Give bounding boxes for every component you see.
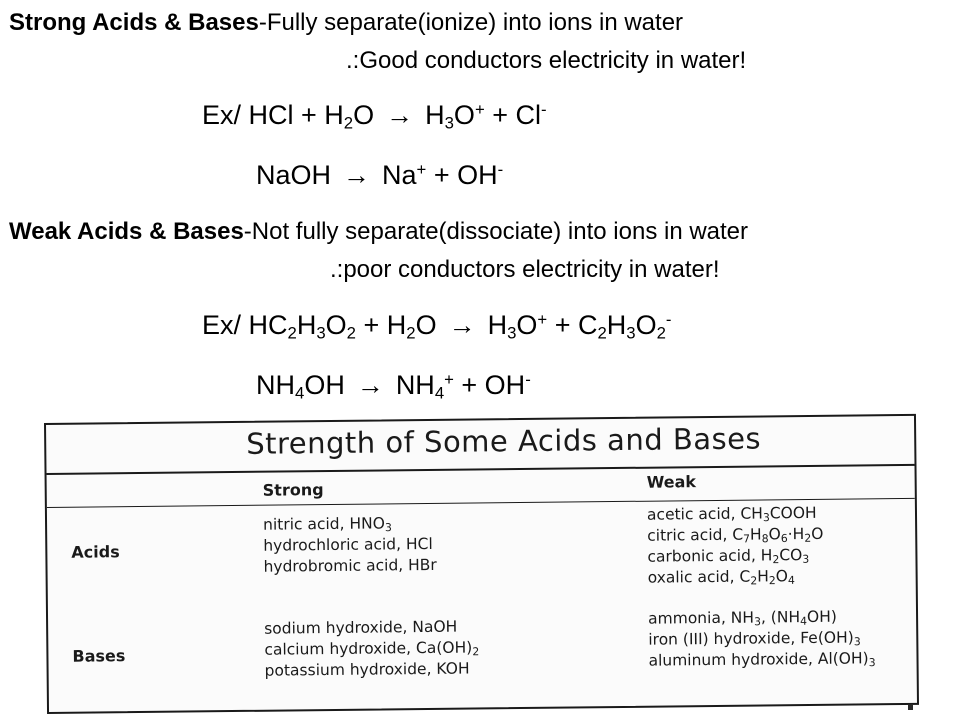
list-item: carbonic acid, $H_2CO_3$	[647, 546, 810, 567]
list-item: aluminum hydroxide, $Al(OH)_3$	[648, 649, 876, 670]
table-rule	[47, 464, 915, 475]
list-item: nitric acid, $HNO_3$	[262, 514, 392, 535]
strong-bases-list	[264, 616, 479, 681]
arrow-icon: →	[343, 160, 371, 190]
weak-acids-list	[647, 503, 824, 589]
list-item: hydrobromic acid, HBr	[263, 555, 437, 576]
strong-acids-list	[263, 513, 437, 578]
strong-definition: -Fully separate(ionize) into ions in water	[258, 9, 684, 36]
table-title: Strength of Some Acids and Bases	[246, 421, 762, 461]
list-item: oxalic acid, $C_2H_2O_4$	[647, 567, 795, 588]
row-label-acids: Acids	[71, 542, 120, 562]
weak-heading: Weak Acids & Bases	[9, 218, 244, 245]
list-item: sodium hydroxide, NaOH	[264, 617, 458, 638]
list-item: citric acid, $C_7H_8O_6\cdot H_2O$	[647, 524, 824, 546]
list-item: hydrochloric acid, HCl	[263, 534, 433, 555]
list-item: iron (III) hydroxide, $Fe(OH)_3$	[648, 628, 861, 649]
weak-definition: -Not fully separate(dissociate) into ions in water	[243, 218, 749, 245]
row-label-bases: Bases	[72, 646, 126, 666]
column-header-strong: Strong	[262, 480, 324, 500]
arrow-icon: →	[386, 100, 414, 130]
strong-heading: Strong Acids & Bases	[9, 9, 259, 36]
acid-base-strength-table	[44, 414, 919, 714]
list-item: potassium hydroxide, KOH	[264, 659, 470, 680]
strong-conductor-note: .:Good conductors electricity in water!	[346, 47, 747, 74]
weak-acid-equation: Ex/ $HC_2H_3O_2 + H_2O \to H_3O^+ + C_2H_3O_2^-$	[202, 309, 672, 343]
arrow-icon: →	[356, 370, 384, 400]
weak-bases-list	[648, 606, 876, 671]
list-item: calcium hydroxide, $Ca(OH)_2$	[264, 638, 480, 659]
list-item: ammonia, $NH_3$, $(NH_4OH)$	[647, 607, 837, 629]
strong-definition-line	[9, 9, 683, 37]
list-item: acetic acid, $CH_3COOH$	[646, 503, 817, 525]
arrow-icon: →	[448, 310, 476, 340]
weak-base-equation: $NH_4OH \to NH_4^+ + OH^-$	[256, 369, 531, 403]
weak-conductor-note: .:poor conductors electricity in water!	[330, 256, 720, 283]
strong-acid-equation: Ex/ HCl + $H_2O \to H_3O^+ + Cl^-$	[202, 99, 547, 133]
column-header-weak: Weak	[646, 472, 697, 492]
weak-definition-line	[9, 218, 748, 246]
strong-base-equation: NaOH → Na+ + OH-	[256, 159, 504, 190]
